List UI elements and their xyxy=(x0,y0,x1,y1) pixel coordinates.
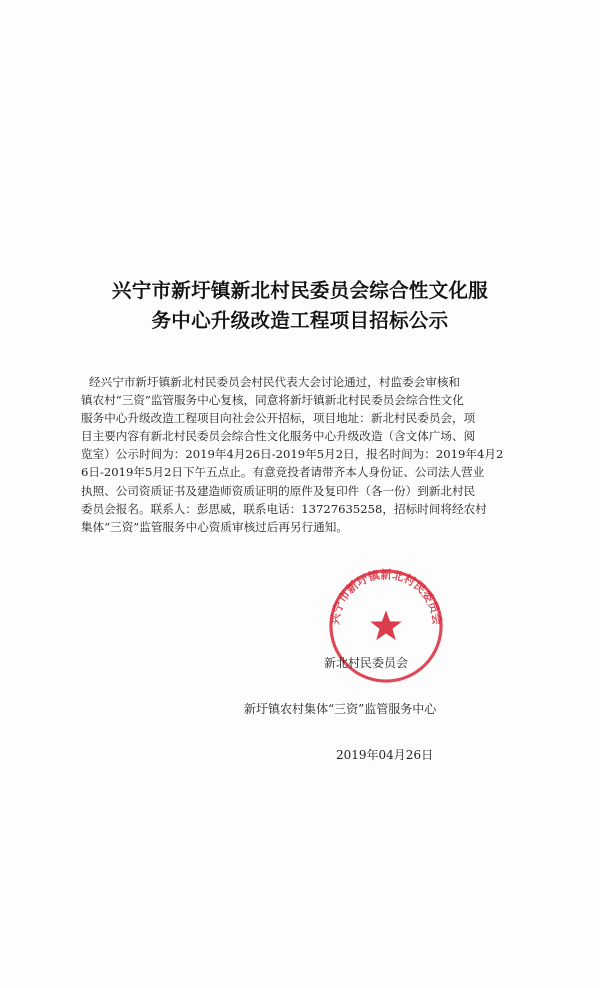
seal-star-icon xyxy=(370,610,401,640)
village-committee-signature: 新北村民委员会 xyxy=(324,656,409,670)
body-line-1: 经兴宁市新圩镇新北村民委员会村民代表大会讨论通过，村监委会审核和 xyxy=(89,375,461,389)
seal-text: 兴宁市新圩镇新北村民委员会 xyxy=(328,568,444,626)
body-line-9: 集体“三资”监管服务中心资质审核过后再另行通知。 xyxy=(81,519,348,534)
supervision-center-signature: 新圩镇农村集体“三资”监管服务中心 xyxy=(244,702,437,716)
body-line-8: 委员会报名。联系人：彭思威，联系电话：13727635258，招标时间将经农村 xyxy=(81,501,487,516)
title-line-1: 兴宁市新圩镇新北村民委员会综合性文化服 xyxy=(111,279,489,302)
body-line-3: 服务中心升级改造工程项目向社会公开招标，项目地址：新北村民委员会，项 xyxy=(81,411,476,426)
body-line-5: 览室）公示时间为：2019年4月26日-2019年5月2日，报名时间为：2019年4月2 xyxy=(81,447,504,462)
body-line-7: 执照、公司资质证书及建造师资质证明的原件及复印件（各一份）到新北村民 xyxy=(81,483,476,498)
body-line-2: 镇农村“三资”监管服务中心复核，同意将新圩镇新北村民委员会综合性文化 xyxy=(81,393,464,408)
notice-body xyxy=(81,373,526,536)
document-title xyxy=(60,276,540,336)
body-line-4: 目主要内容有新北村民委员会综合性文化服务中心升级改造（含文体广场、阅 xyxy=(81,429,476,444)
document-date: 2019年04月26日 xyxy=(336,748,434,762)
title-line-2: 务中心升级改造工程项目招标公示 xyxy=(151,309,449,332)
body-line-6: 6日-2019年5月2日下午五点止。有意竞投者请带齐本人身份证、公司法人营业 xyxy=(81,465,485,480)
